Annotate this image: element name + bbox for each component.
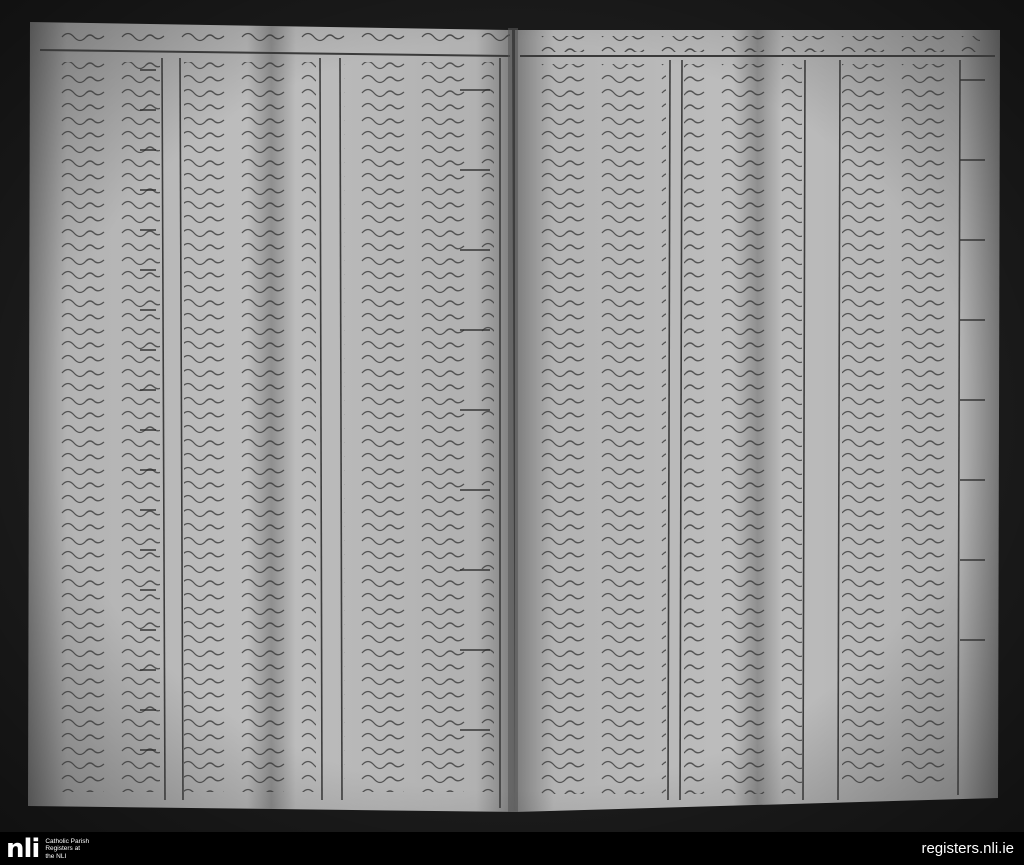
footer-bar xyxy=(0,832,1024,865)
site-url-link[interactable]: registers.nli.ie xyxy=(921,840,1014,857)
nli-logo-mark: nli xyxy=(6,834,40,864)
nli-logo-icon[interactable] xyxy=(6,836,89,862)
caption-line-1: Catholic Parish xyxy=(45,837,90,845)
caption-line-2: Registers at xyxy=(45,845,81,853)
nli-logo-caption xyxy=(45,838,89,861)
caption-line-3: the NLI xyxy=(45,852,67,860)
